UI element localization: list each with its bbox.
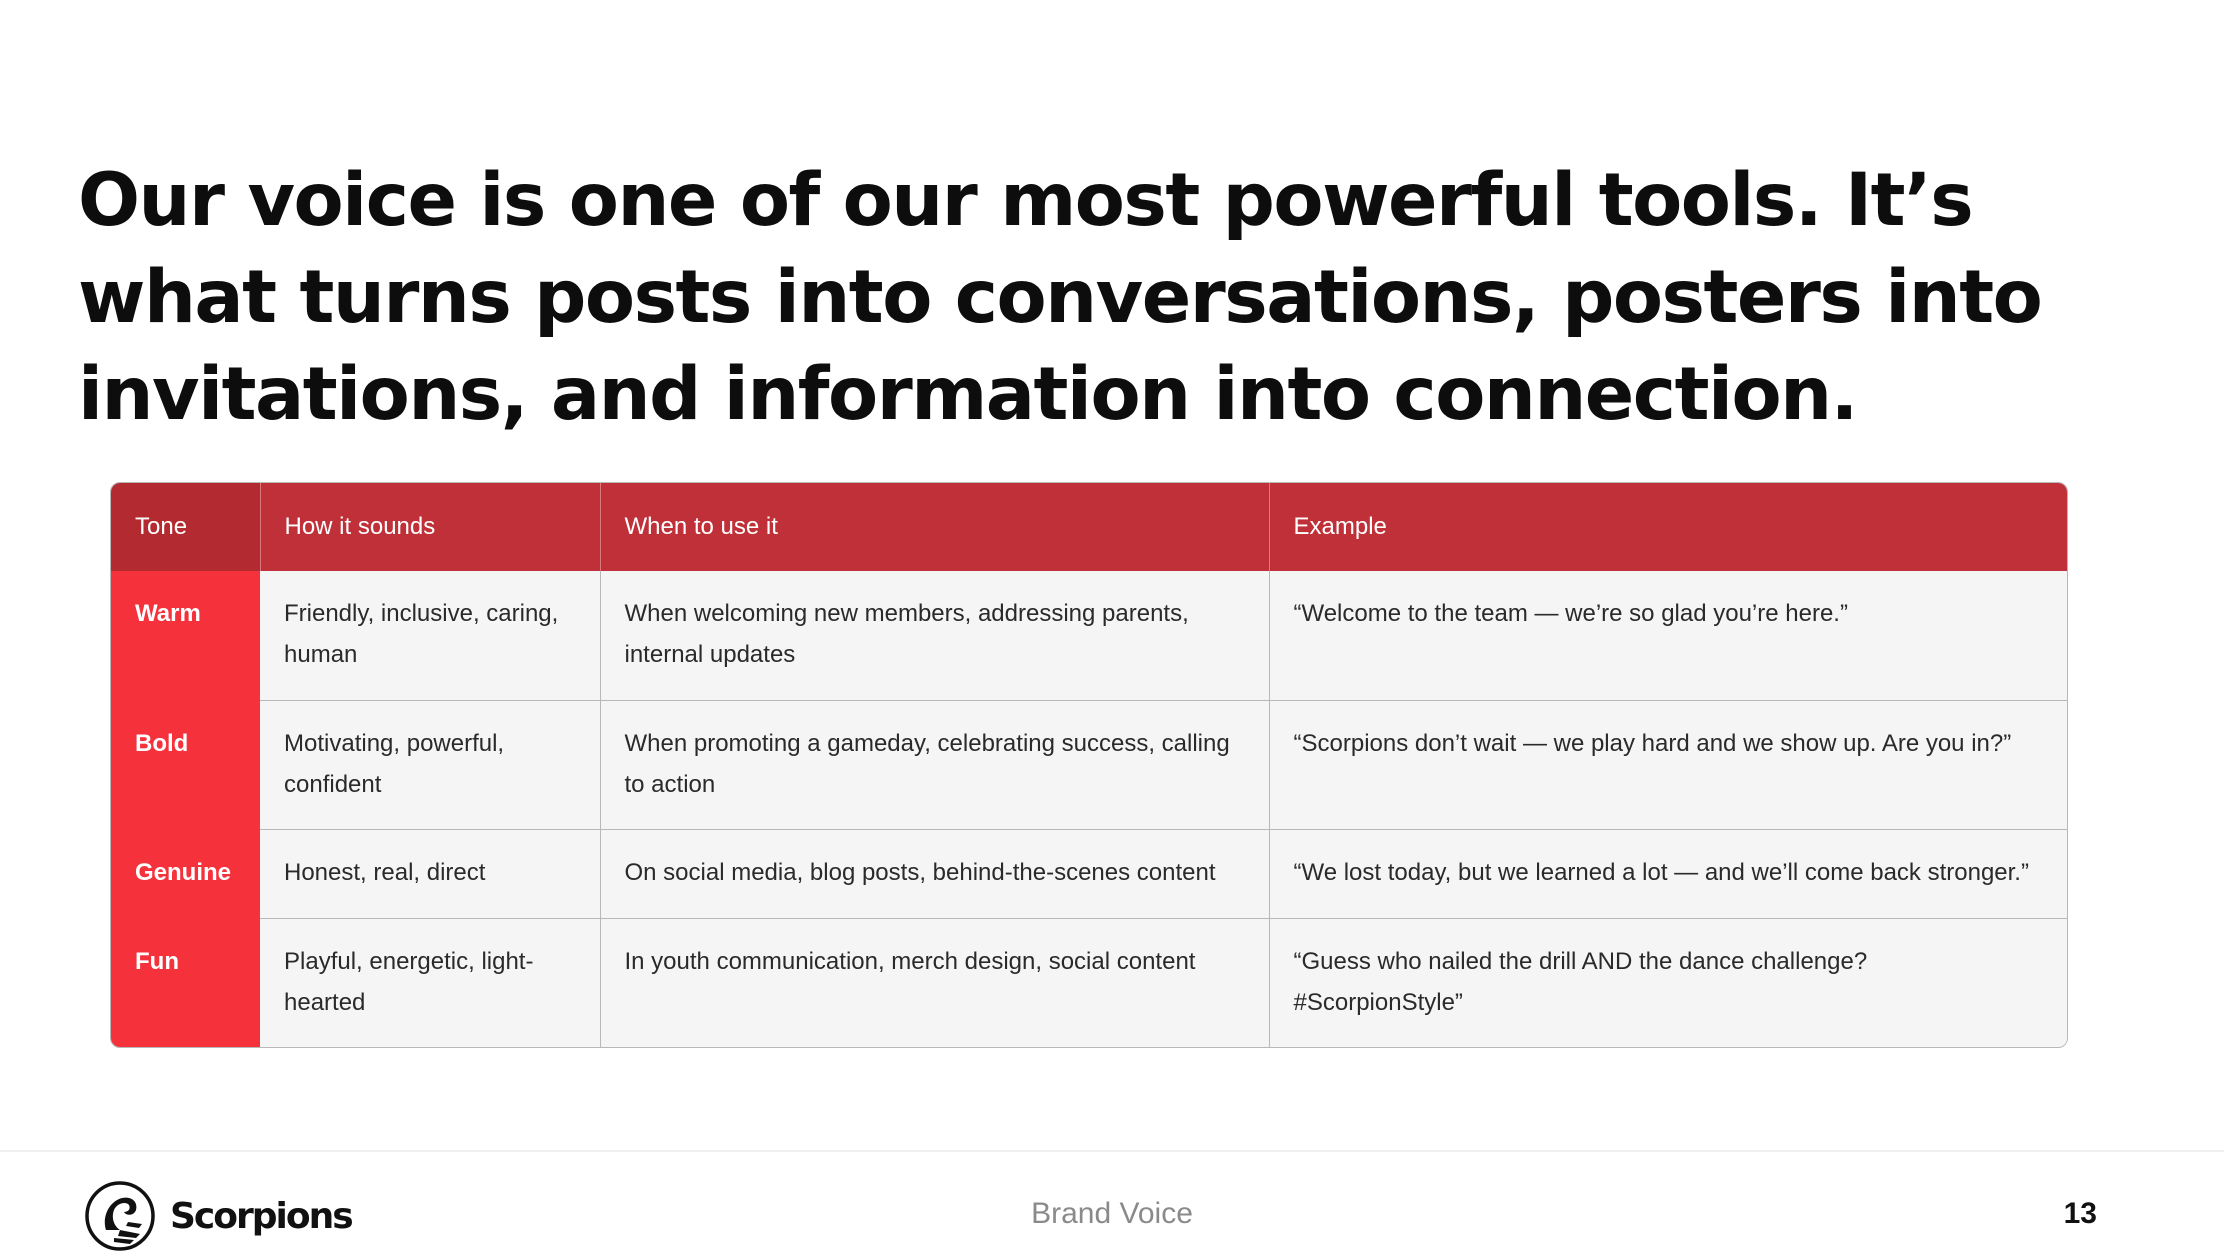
table-row-fun [111, 918, 2067, 1047]
brand-name: Scorpions [170, 1195, 352, 1237]
tone-cell: Fun [111, 918, 260, 1047]
sounds-cell: Playful, energetic, light-hearted [260, 918, 600, 1047]
tone-cell: Genuine [111, 829, 260, 918]
when-cell: When promoting a gameday, celebrating success, calling to action [600, 700, 1269, 829]
table-row-genuine [111, 829, 2067, 918]
when-cell: When welcoming new members, addressing parents, internal updates [600, 571, 1269, 700]
example-cell: “We lost today, but we learned a lot — and we’ll come back stronger.” [1269, 829, 2067, 918]
table-row-bold [111, 700, 2067, 829]
header-example: Example [1269, 483, 2067, 571]
footer-divider [0, 1150, 2224, 1152]
example-cell: “Welcome to the team — we’re so glad you’re here.” [1269, 571, 2067, 700]
when-cell: In youth communication, merch design, social content [600, 918, 1269, 1047]
table-header-row [111, 483, 2067, 571]
when-cell: On social media, blog posts, behind-the-scenes content [600, 829, 1269, 918]
table-row-warm [111, 571, 2067, 700]
header-tone: Tone [111, 483, 260, 571]
example-cell: “Scorpions don’t wait — we play hard and we show up. Are you in?” [1269, 700, 2067, 829]
tone-cell: Bold [111, 700, 260, 829]
brand-voice-table [110, 482, 2068, 1048]
sounds-cell: Friendly, inclusive, caring, human [260, 571, 600, 700]
sounds-cell: Motivating, powerful, confident [260, 700, 600, 829]
page-number: 13 [2063, 1197, 2097, 1230]
sounds-cell: Honest, real, direct [260, 829, 600, 918]
example-cell: “Guess who nailed the drill AND the dance challenge? #ScorpionStyle” [1269, 918, 2067, 1047]
section-title: Brand Voice [1031, 1197, 1193, 1230]
tone-cell: Warm [111, 571, 260, 700]
header-how-it-sounds: How it sounds [260, 483, 600, 571]
page-headline: Our voice is one of our most powerful tools. It’s what turns posts into conversations, posters into invitations, and information into connection. [78, 158, 2042, 437]
header-when-to-use: When to use it [600, 483, 1269, 571]
